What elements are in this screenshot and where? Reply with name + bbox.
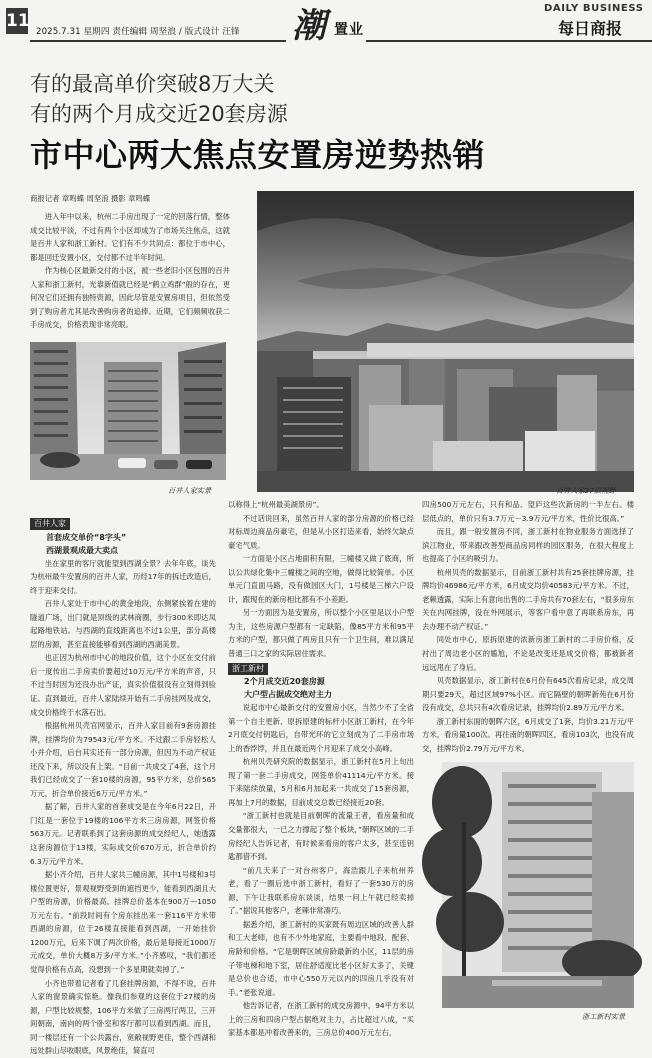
paragraph: 坐在家里的客厅就能望到西湖全景？去年年底，谈先为杭州最牛安置房的百井人家，历经17年的拆迁改造后，终于迎来交付。 <box>30 558 216 595</box>
section-tag: 百井人家 <box>30 518 70 530</box>
paragraph: 一方面是小区占地面积有限，三幢楼又做了底商，所以公共绿化集中三幢楼之间的空地，做得比较简单。小区单元门直面马路，没有做园区大门，1号楼是三梯六户设计，跟现在的新房相比都有不小差距。 <box>228 554 414 604</box>
section-heading: 2个月成交近20套房源 <box>244 677 325 687</box>
paragraph: 据悉介绍，浙工新村的买家既有周边区域的改善人群和工大老师，也有不少外地家庭，主要看中地段、配套、房龄和价格。“它是朝晖区域房龄最新的小区，11层的房子带电梯和地下室，居住舒适度比老小区好太多了，关键是总价也合适，市中心550万元以内的四房几乎没有对手。”老张说道。 <box>228 919 414 997</box>
subheadline-2: 有的两个月成交近20套房源 <box>30 102 288 126</box>
paragraph: 浙工新村东面的朝晖六区，6月成交了1套，均价3.21万元/平方米，看房量100次。再往南的朝晖四区，看房103次，也没有成交，挂牌均价2.79万元/平方米。 <box>422 716 634 753</box>
paragraph: 杭州贝壳研究院的数据显示，浙工新村在5月上旬出现了第一套二手房成交，网签单价41114元/平方米。接下来陆续放量，5月和6月加起来一共成交了15套房源，再加上7月的数据，目前成交总数已经接近20套。 <box>228 757 414 807</box>
paragraph: 以称得上“杭州最美湖景房”。 <box>228 500 324 509</box>
paragraph: 据了解，百井人家的首套成交是在今年6月22日，开门红是一套位于19楼的106平方米三房房源，网签价格563万元。记者联系到了这套房源的成交经纪人，她透露这套房源位于13楼，实际成交价670万元，折合单价约6.3万元/平方米。 <box>30 802 216 866</box>
masthead <box>0 0 652 44</box>
paragraph: 根据杭州贝壳官网显示，百井人家目前有9套房源挂牌，挂牌均价为79543元/平方米。不过跟二手房轻松人小并介绍，后台其实还有一部分房源，但因为不动产权证还没下来，所以没有上架。“目前一共成交了4套，这个月我们已经成交了一套10楼的房源，95平方米，总价565万元，折合单价接近6万元/平方米。” <box>30 721 216 798</box>
section-heading: 西湖景观成最大卖点 <box>46 545 118 555</box>
column-2 <box>228 498 414 1038</box>
section-heading: 首套成交单价“8字头” <box>46 532 127 542</box>
paragraph: “前几天来了一对台州客户，海浩跟儿子来杭州养老，看了一圈后选中浙工新村，看好了一套530万的房源，下午让我联系房东谈谈，结果一问上午就已经卖掉了。”据说其他客户，老辣非常凑巧。 <box>228 865 414 916</box>
main-headline: 市中心两大焦点安置房逆势热销 <box>30 136 486 174</box>
paper-name: 每日商报 <box>558 19 623 38</box>
column-3 <box>422 498 634 760</box>
section-tag: 浙工新村 <box>228 663 268 675</box>
masthead-rule-left <box>30 40 286 42</box>
photo-caption: 百井人家27层视野 <box>556 486 616 495</box>
paragraph: 据小齐介绍，百井人家共三幢房源，其中1号楼和3号楼位置更好，景观视野受到的遮挡更少，能看到西湖且大户型的房源，价格最高。挂牌总价基本在900万—1050万元左右。“前段时间有个房东挂出来一套116平方米带西湖的房源，位于26楼直接能看到西湖，一开始挂价1200万元，后来下调了两次价格，最后是每接近1000万元成交，单价大概8万多/平方米。”小齐感叹，“我们都还觉得价格有点高，没想到一个多星期就卖掉了。” <box>30 870 216 974</box>
paragraph: 四房500万元左右，只有和品、望庐这些次新房的一半左右。楼层低点的，单价只有3.7万元－3.9万元/平方米，性价比很高。” <box>422 500 634 523</box>
paragraph: 进入年中以来，杭州二手房出现了一定的回落行情，整体成交比较平淡，不过有两个小区却成为了市场关注焦点，这就是百井人家和浙工新村。它们有不少共同点：都位于市中心，都是回迁安置小区，交付都不过半年时间。 <box>30 212 230 262</box>
paragraph: 不过话说回来，虽然百井人家的部分房源的价格已经对标周边商品房豪宅，但是从小区打造来看，始终欠缺点豪宅气质。 <box>228 513 414 550</box>
photo-baijing-street <box>30 342 226 480</box>
date-editor-line: 2025.7.31 星期四 责任编辑 周坚浪 / 版式设计 汪锋 <box>36 27 240 37</box>
column-1 <box>30 516 216 1056</box>
photo-caption: 浙工新村实景 <box>582 1012 626 1021</box>
paragraph: 而且，跟一般安置房不同，浙工新村在物业服务方面选择了滨江物业，带来跟改善型商品房同样的园区服务，在很大程度上也提高了小区的吸引力。 <box>422 527 634 564</box>
paragraph: 同处市中心，原拆原建的浓新房浙工新村的二手房价格，反衬出了周边老小区的尴尬，不论是改变还是成交价格，都被新者远远甩在了身后。 <box>422 635 634 672</box>
photo-caption: 百井人家实景 <box>168 486 212 495</box>
paragraph: 杭州贝壳的数据显示，目前浙工新村共有25套挂牌房源，挂牌均价46986元/平方米，6月成交均价40583元/平方米。不过，老赖透露，实际上有意向出售的二手房共有70套左右，“很多房东关在内网挂牌，没在外网展示，等客户看中意了再联系房东，再去办理不动产权证。” <box>422 567 634 631</box>
page-number: 11 <box>6 8 28 34</box>
paragraph: 另一方面因为是安置房，所以整个小区里是以小户型为主，这些房源户型都有一定缺陷，像85平方米和95平方米的户型，都只做了两房且只有一个卫生间，难以满足普通三口之家的实际居住需求。 <box>228 608 414 659</box>
paragraph: 小齐也带着记者看了几套挂牌房源，不得不说，百井人家的窗景确实惊艳。像我们参观的这套位于27楼的房源，户型比较规整，106平方米做了三房两厅两卫，三开间朝南，南向的两个卧室和客厅都可以看到西湖。而且，同一楼层还有一个公共露台，宽敞视野更佳，整个西湖和远处群山尽收眼底，风景绝佳，简直可 <box>30 978 216 1056</box>
paragraph: 贝壳数据显示，浙工新村在6月份有645次看房记录，成交周期只要29天，超过区域97%小区。而它隔壁的朝晖新苑在6月份没有成交，总共只有4次看房记录，挂牌均价2.89万元/平方米。 <box>422 676 634 713</box>
masthead-rule-right <box>366 40 652 42</box>
section-name: 置业 <box>334 22 364 38</box>
paragraph: 也正因为杭州市中心的地段价值，这个小区在交付前后一度传出二手房卖价要超过10万元/平方米的声音，只不过当时因为还没办出产证，真实价值很没有立刻得到验证。直到最近，百井人家陆续开始有二手房挂网及成交，成交价格终于水落石出。 <box>30 653 216 717</box>
paper-name-en: DAILY BUSINESS <box>544 3 644 14</box>
photo-zhegong-village <box>442 762 634 1008</box>
subheadline-1: 有的最高单价突破8万大关 <box>30 72 275 96</box>
paragraph: 作为核心区最新交付的小区，被一些老旧小区包围的百井人家和浙工新村，光靠新值就已经是“鹤立鸡群”般的存在，更何况它们还拥有独特资源，因此尽管是安置房项目，但依然受到了购房者尤其是改善购房者的追捧。近期，它们频频收获二手房成交，价格表现非常亮眼。 <box>30 266 230 330</box>
paragraph: 百井人家处于市中心的黄金地段，东侧紧挨着在建的隧道广场，出门就是顶级的武林商圈，步行300米即达凤起路地铁站。与西湖的直线距离也不过1公里，部分高楼层的房源，甚至直接能够看到西湖的西湖美景。 <box>30 599 216 649</box>
paragraph: “浙工新村也就是目前朝晖的流量王者，看房量和成交量都很大，一已之力撑起了整个板块，”朝晖区域的二手房经纪人告诉记者，有时候来看房的客户太多，甚至连钥匙都借不到。 <box>228 811 414 862</box>
section-heading: 大户型占据成交绝对主力 <box>244 690 332 700</box>
byline: 商报记者 章鸣蝶 周坚浪 摄影 章鸣蝶 <box>30 194 151 203</box>
photo-baijing-27f-view <box>257 191 634 492</box>
paragraph: 说起市中心最新交付的安置房小区，当然少不了全省第一个自主更新、原拆原建的标杆小区浙工新村，在今年2月底交付钥匙后，自带光环的它立刻成为了二手房市场上的香饽饽，并且在最近两个月迎来了成交小高峰。 <box>228 703 414 753</box>
section-logo-mark: 潮 <box>292 6 326 46</box>
intro-text <box>30 210 230 332</box>
paragraph: 他告诉记者，在浙工新村的成交房源中，94平方米以上的三房和四房户型占据绝对主力，占比超过八成，“买家基本都是冲着改善来的，三房总价400万元左右， <box>228 1001 414 1038</box>
